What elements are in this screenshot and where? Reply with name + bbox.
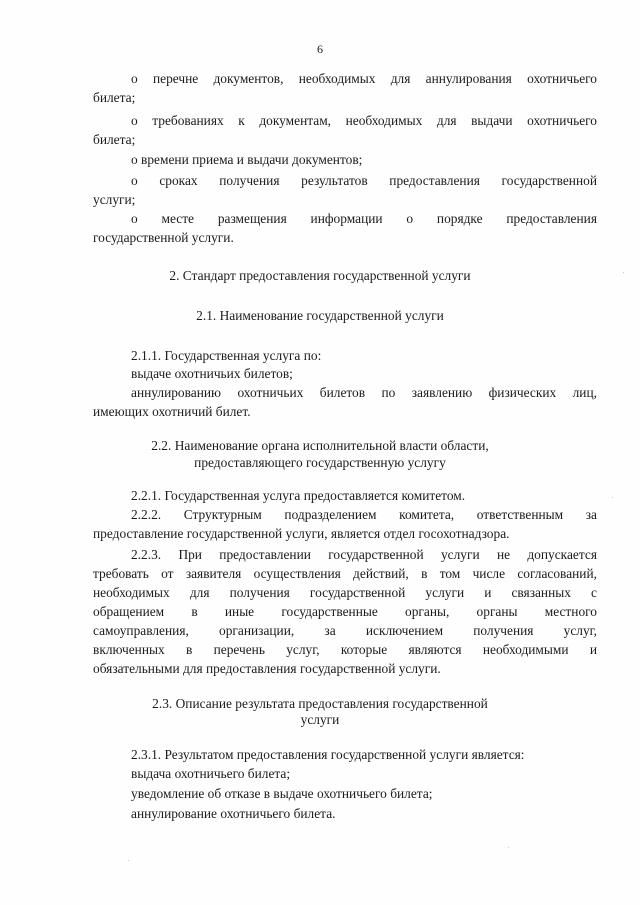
intro-item-3: о времени приема и выдачи документов; [131,152,363,167]
intro-item-4-line-2: услуги; [93,192,136,207]
section-2-3-title-line-2: услуги [300,712,340,727]
intro-item-1-line-1: о перечне документов, необходимых для аннулирования охотничьего [131,71,597,86]
section-2-1-title: 2.1. Наименование государственной услуги [196,308,444,323]
scan-speck [128,860,129,861]
scan-speck [612,497,613,498]
page-number: 6 [317,42,323,56]
paragraph-2-2-3-line-5: самоуправления, организации, за исключением получения услуг, [93,623,597,638]
paragraph-2-2-3-line-2: требовать от заявителя осуществления действий, в том числе согласований, [93,566,597,581]
paragraph-2-2-3-line-1: 2.2.3. При предоставлении государственной услуги не допускается [131,547,597,562]
paragraph-2-1-1-item-2-line-2: имеющих охотничий билет. [93,404,251,419]
paragraph-2-2-3-line-6: включенных в перечень услуг, которые являются необходимыми и [93,642,597,657]
paragraph-2-1-1-item-2-line-1: аннулированию охотничьих билетов по заявлению физических лиц, [131,385,597,400]
paragraph-2-2-2-line-2: предоставление государственной услуги, является отдел госохотнадзора. [93,526,510,541]
intro-item-5-line-2: государственной услуги. [93,230,234,245]
intro-item-2-line-2: билета; [93,132,136,147]
section-2-2-title-line-2: предоставляющего государственную услугу [194,455,446,470]
scan-speck [508,847,509,848]
paragraph-2-3-1-item-3: аннулирование охотничьего билета. [131,806,336,821]
paragraph-2-2-3-line-3: необходимых для получения государственной услуги и связанных с [93,585,597,600]
paragraph-2-2-1: 2.2.1. Государственная услуга предоставляется комитетом. [131,488,466,503]
scan-speck [623,272,624,273]
paragraph-2-2-3-line-7: обязательными для предоставления государственной услуги. [93,661,441,676]
section-2-title: 2. Стандарт предоставления государственной услуги [169,268,471,283]
intro-item-5-line-1: о месте размещения информации о порядке предоставления [131,211,597,226]
intro-item-4-line-1: о сроках получения результатов предоставления государственной [131,173,597,188]
section-2-2-title-line-1: 2.2. Наименование органа исполнительной власти области, [151,438,489,453]
paragraph-2-1-1: 2.1.1. Государственная услуга по: [131,348,322,363]
paragraph-2-3-1-item-2: уведомление об отказе в выдаче охотничьего билета; [131,786,433,801]
paragraph-2-3-1-item-1: выдача охотничьего билета; [131,766,291,781]
paragraph-2-2-2-line-1: 2.2.2. Структурным подразделением комитета, ответственным за [131,507,597,522]
paragraph-2-2-3-line-4: обращением в иные государственные органы, органы местного [93,604,597,619]
paragraph-2-1-1-item-1: выдаче охотничьих билетов; [131,366,293,381]
section-2-3-title-line-1: 2.3. Описание результата предоставления государственной [152,696,488,711]
paragraph-2-3-1: 2.3.1. Результатом предоставления государственной услуги является: [131,747,525,762]
intro-item-1-line-2: билета; [93,90,136,105]
intro-item-2-line-1: о требованиях к документам, необходимых для выдачи охотничьего [131,113,597,128]
